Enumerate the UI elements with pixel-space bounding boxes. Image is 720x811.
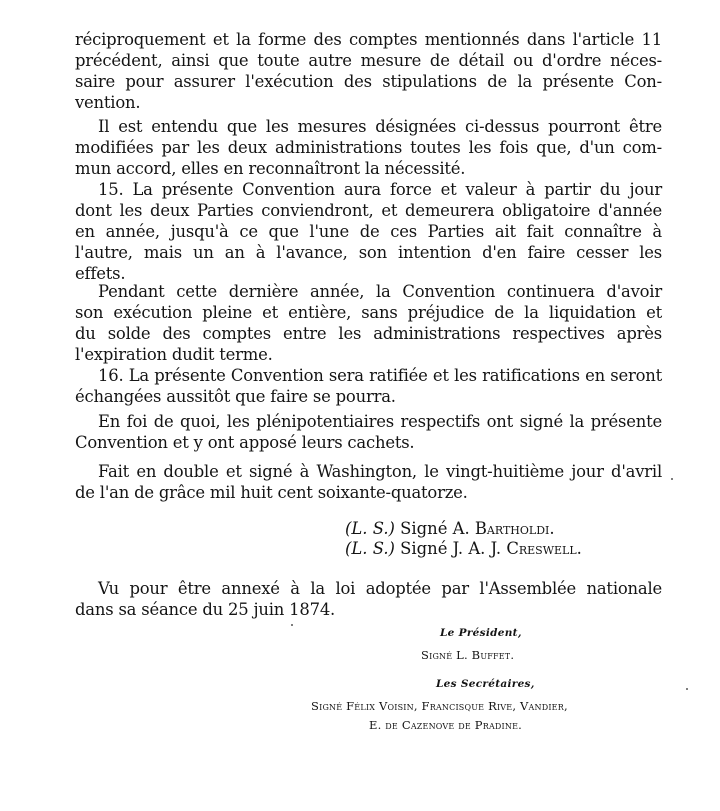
text-line: son exécution pleine et entière, sans préjudice de la liquidation et	[75, 303, 662, 322]
text-line: du solde des comptes entre les administrations respectives après	[75, 324, 662, 343]
text-line: modifiées par les deux administrations toutes les fois que, d'un com-	[75, 138, 662, 157]
text-line: échangées aussitôt que faire se pourra.	[75, 387, 396, 406]
seal-mark: (L. S.)	[345, 539, 395, 558]
secretaires-line-2	[369, 718, 522, 732]
ink-speck	[671, 478, 673, 480]
text-line: en année, jusqu'à ce que l'une de ces Parties ait fait connaître à	[75, 222, 662, 241]
annex-line: Vu pour être annexé à la loi adoptée par l'Assemblée nationale	[98, 579, 662, 598]
text-line: saire pour assurer l'exécution des stipulations de la présente Con-	[75, 72, 662, 91]
text-line: 16. La présente Convention sera ratifiée et les ratifications en seront	[98, 366, 662, 385]
signatory-name: A. Bartholdi.	[452, 519, 555, 538]
secretaires-line-1	[311, 699, 568, 713]
text-line: réciproquement et la forme des comptes mentionnés dans l'article 11	[75, 30, 662, 49]
seal-mark: (L. S.)	[345, 519, 395, 538]
president-title: Le Président,	[440, 627, 522, 639]
text-line: dont les deux Parties conviendront, et demeurera obligatoire d'année	[75, 201, 662, 220]
text-line: En foi de quoi, les plénipotentiaires respectifs ont signé la présente	[98, 412, 662, 431]
text-line: Fait en double et signé à Washington, le vingt-huitième jour d'avril	[98, 462, 662, 481]
annex-line: dans sa séance du 25 juin 1874.	[75, 600, 336, 619]
secretaires-names-2: E. de Cazenove de Pradine.	[369, 718, 522, 732]
signature-line-creswell	[345, 539, 582, 559]
ink-speck	[291, 624, 293, 626]
secretaires-names-1: Signé Félix Voisin, Francisque Rive, Vandier,	[311, 699, 568, 713]
text-line: de l'an de grâce mil huit cent soixante-quatorze.	[75, 483, 468, 502]
signatory-name: J. A. J. Creswell.	[452, 539, 582, 558]
signature-line-bartholdi	[345, 519, 555, 539]
secretaires-title: Les Secrétaires,	[436, 678, 535, 690]
text-line: mun accord, elles en reconnaîtront la nécessité.	[75, 159, 466, 178]
text-line: l'autre, mais un an à l'avance, son intention d'en faire cesser les	[75, 243, 662, 262]
text-line: effets.	[75, 264, 126, 283]
president-signature-text: Signé L. Buffet.	[421, 648, 515, 662]
text-line: l'expiration dudit terme.	[75, 345, 273, 364]
text-line: Convention et y ont apposé leurs cachets.	[75, 433, 415, 452]
text-line: précédent, ainsi que toute autre mesure de détail ou d'ordre néces-	[75, 51, 662, 70]
ink-speck	[686, 688, 688, 690]
signe-word: Signé	[400, 519, 448, 538]
text-line: Il est entendu que les mesures désignées ci-dessus pourront être	[98, 117, 662, 136]
text-line: vention.	[75, 93, 141, 112]
president-signature	[421, 648, 514, 662]
signe-word: Signé	[400, 539, 448, 558]
text-line: 15. La présente Convention aura force et valeur à partir du jour	[98, 180, 662, 199]
text-line: Pendant cette dernière année, la Convention continuera d'avoir	[98, 282, 662, 301]
